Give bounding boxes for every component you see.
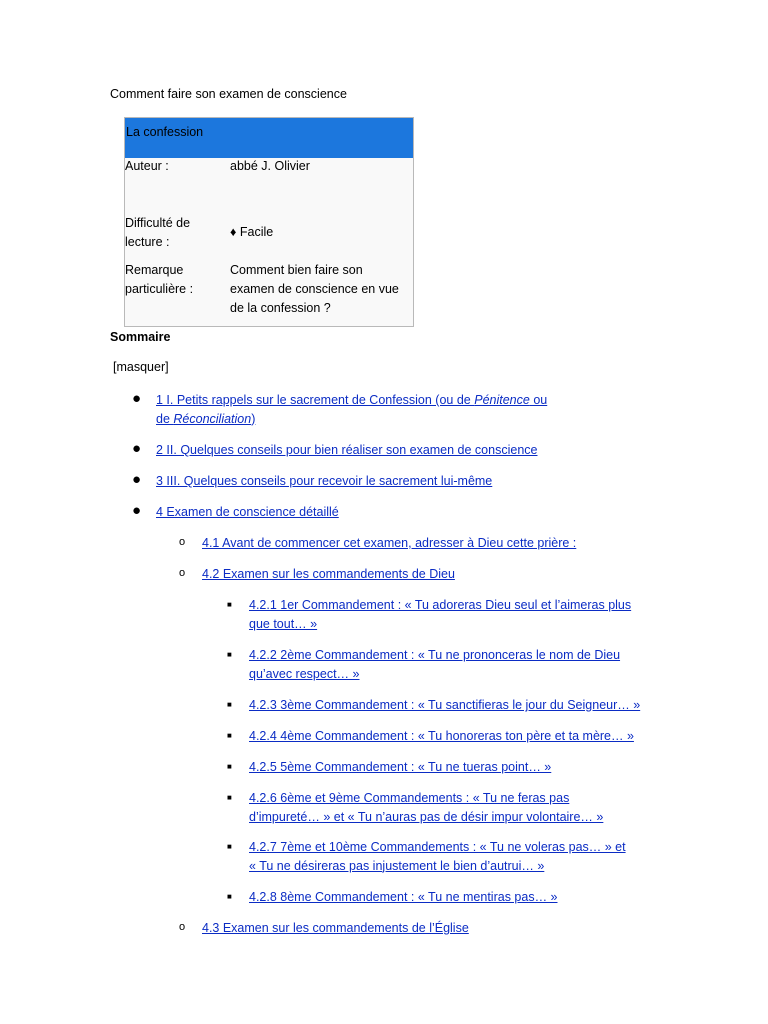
toc-item-4-3[interactable]: 4.3 Examen sur les commandements de l’Église xyxy=(202,921,469,935)
toc-item-2[interactable]: 2 II. Quelques conseils pour bien réaliser son examen de conscience xyxy=(156,443,538,457)
toc-item-4-2-4[interactable]: 4.2.4 4ème Commandement : « Tu honoreras ton père et ta mère… » xyxy=(249,729,634,743)
difficulty-value: ♦ Facile xyxy=(230,225,274,239)
bullet-square-icon: ■ xyxy=(227,650,232,659)
toc-item-4-2-6-line2[interactable]: d’impureté… » et « Tu n’auras pas de désir impur volontaire… » xyxy=(249,809,604,824)
sommaire-title: Sommaire xyxy=(110,330,171,344)
bullet-square-icon: ■ xyxy=(227,892,232,901)
bullet-square-icon: ■ xyxy=(227,700,232,709)
toc-item-4-2-7[interactable] xyxy=(249,838,669,875)
bullet-square-icon: ■ xyxy=(227,762,232,771)
bullet-square-icon: ■ xyxy=(227,731,232,740)
toc-item-4-2-8[interactable]: 4.2.8 8ème Commandement : « Tu ne mentiras pas… » xyxy=(249,890,558,904)
toc-item-4-2-6-line1[interactable]: 4.2.6 6ème et 9ème Commandements : « Tu ne feras pas xyxy=(249,791,570,805)
toc-item-4-2-1-line1[interactable]: 4.2.1 1er Commandement : « Tu adoreras Dieu seul et l’aimeras plus xyxy=(249,598,632,612)
bullet-square-icon: ■ xyxy=(227,793,232,802)
bullet-square-icon: ■ xyxy=(227,600,232,609)
bullet-square-icon: ■ xyxy=(227,842,232,851)
bullet-circle-icon: o xyxy=(179,921,186,933)
bullet-disc-icon: ● xyxy=(132,502,142,519)
remark-value: Comment bien faire son examen de conscience en vue de la confession ? xyxy=(230,263,399,315)
toc-item-1-reconciliation[interactable]: Réconciliation xyxy=(173,411,252,426)
toc-item-1-de[interactable]: de xyxy=(156,411,174,426)
toggle-open-bracket: [ xyxy=(113,360,117,374)
difficulty-label: Difficulté de lecture : xyxy=(125,216,191,249)
info-table xyxy=(124,117,414,327)
toc-item-4-2-5[interactable]: 4.2.5 5ème Commandement : « Tu ne tueras point… » xyxy=(249,760,552,774)
bullet-disc-icon: ● xyxy=(132,440,142,457)
bullet-disc-icon: ● xyxy=(132,471,142,488)
bullet-circle-icon: o xyxy=(179,536,186,548)
toc-item-4-2-6[interactable] xyxy=(249,789,669,826)
document-title: Comment faire son examen de conscience xyxy=(110,87,347,101)
toc-item-4-2-7-line2[interactable]: « Tu ne désireras pas injustement le bien d’autrui… » xyxy=(249,858,545,873)
remark-label: Remarque particulière : xyxy=(125,263,194,296)
toc-item-1-close[interactable]: ) xyxy=(251,411,256,426)
bullet-disc-icon: ● xyxy=(132,390,142,407)
toc-item-4-2-1-line2[interactable]: que tout… » xyxy=(249,616,318,631)
toc-item-1-ou[interactable]: ou xyxy=(529,393,548,407)
toc-item-4-2-3[interactable]: 4.2.3 3ème Commandement : « Tu sanctifieras le jour du Seigneur… » xyxy=(249,698,641,712)
toc-item-3[interactable]: 3 III. Quelques conseils pour recevoir le sacrement lui-même xyxy=(156,474,493,488)
toc-item-4-2-7-line1[interactable]: 4.2.7 7ème et 10ème Commandements : « Tu ne voleras pas… » et xyxy=(249,840,626,854)
author-value: abbé J. Olivier xyxy=(230,159,310,173)
toc-item-1-text[interactable]: 1 I. Petits rappels sur le sacrement de Confession (ou de xyxy=(156,393,475,407)
toc-item-4-2-2-line2[interactable]: qu’avec respect… » xyxy=(249,666,360,681)
sommaire-toggle xyxy=(113,360,169,374)
toggle-close-bracket: ] xyxy=(165,360,169,374)
toc-item-4-2-2-line1[interactable]: 4.2.2 2ème Commandement : « Tu ne prononceras le nom de Dieu xyxy=(249,648,621,662)
toc-item-1[interactable] xyxy=(156,391,576,428)
toc-item-4-1[interactable]: 4.1 Avant de commencer cet examen, adresser à Dieu cette prière : xyxy=(202,536,577,550)
toc-item-4-2[interactable]: 4.2 Examen sur les commandements de Dieu xyxy=(202,567,455,581)
info-table-header: La confession xyxy=(125,118,413,158)
toc-item-4-2-2[interactable] xyxy=(249,646,669,683)
author-label: Auteur : xyxy=(125,159,169,173)
masquer-link[interactable]: masquer xyxy=(116,360,166,374)
bullet-circle-icon: o xyxy=(179,567,186,579)
toc-item-4-2-1[interactable] xyxy=(249,596,669,633)
toc-item-1-penitence[interactable]: Pénitence xyxy=(474,393,530,407)
toc-item-4[interactable]: 4 Examen de conscience détaillé xyxy=(156,505,339,519)
